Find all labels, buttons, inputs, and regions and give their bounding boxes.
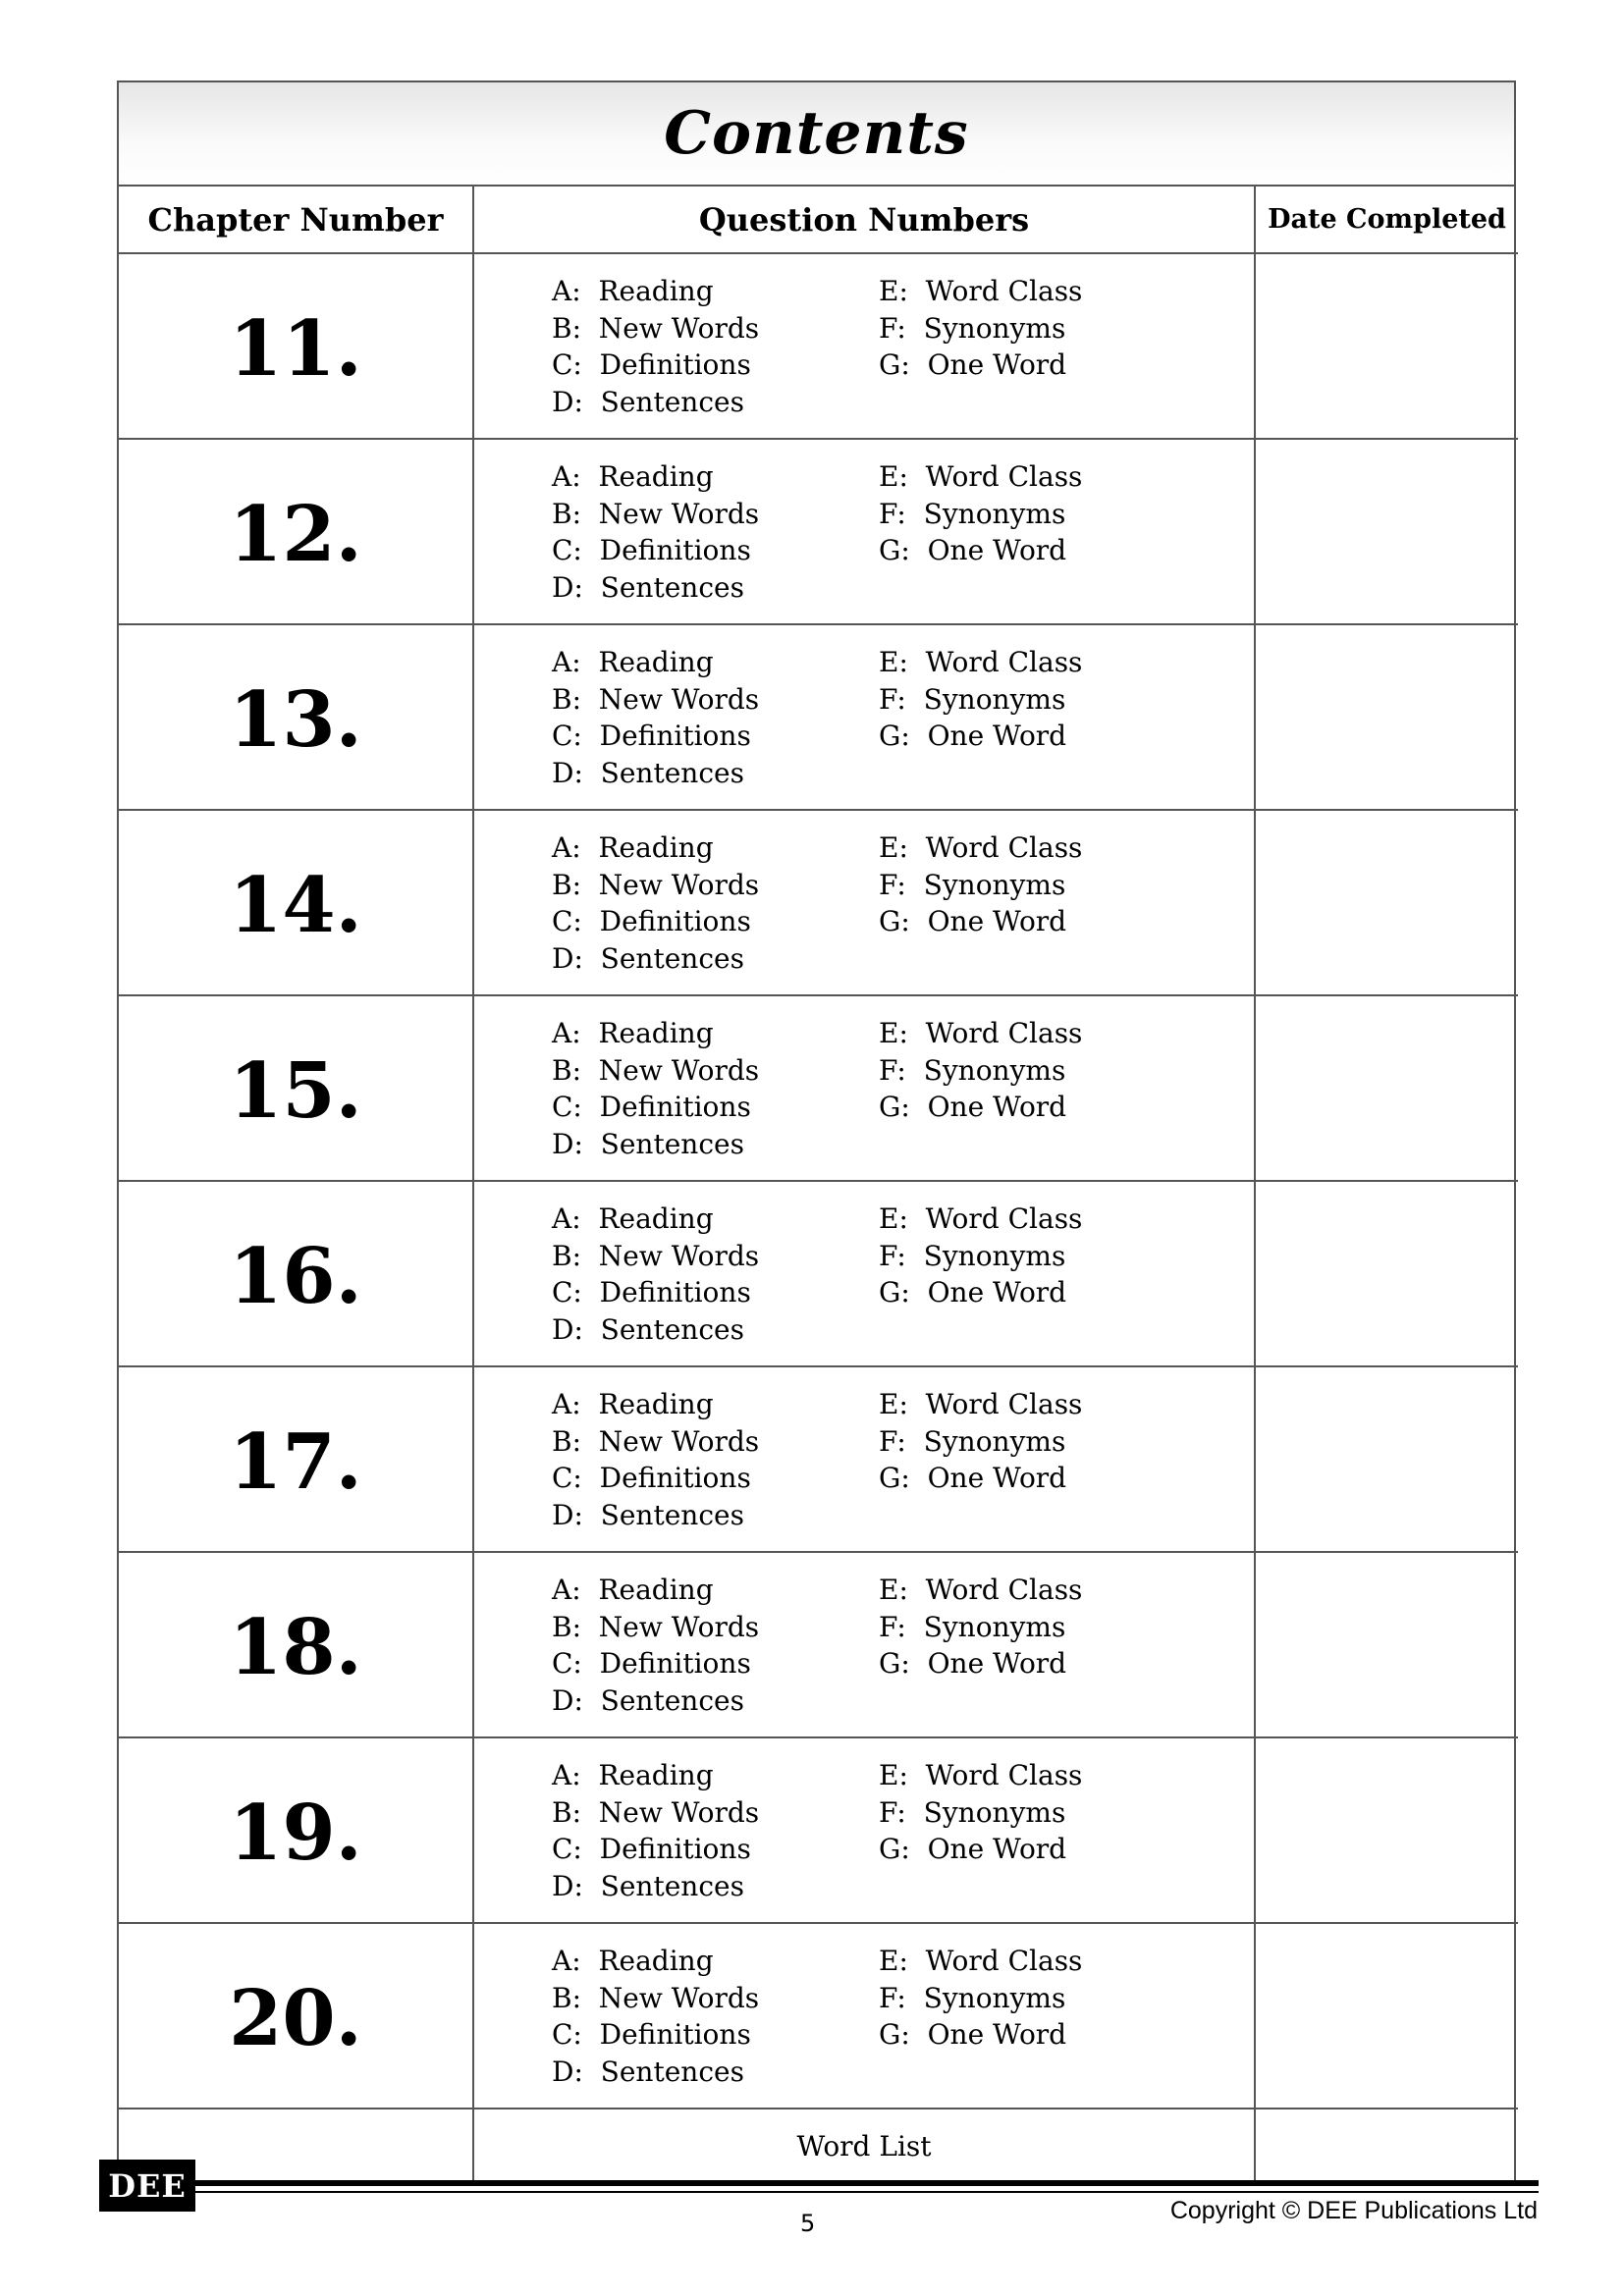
question-item: B: New Words <box>552 497 760 530</box>
chapter-number: 14. <box>119 810 473 995</box>
date-completed-cell[interactable] <box>1255 1737 1518 1923</box>
question-item: E: Word Class <box>879 1202 1083 1235</box>
question-column-left <box>552 1015 759 1162</box>
question-column-left <box>552 1757 759 1904</box>
question-item: D: Sentences <box>552 2055 744 2088</box>
question-item: F: Synonyms <box>879 1053 1066 1087</box>
question-column-right <box>879 458 1082 569</box>
question-item: G: One Word <box>879 905 1067 937</box>
footer-rule-thin <box>195 2191 1539 2193</box>
chapter-number: 16. <box>119 1181 473 1366</box>
question-item: E: Word Class <box>879 1388 1083 1420</box>
question-numbers-header: Question Numbers <box>473 187 1255 253</box>
date-completed-cell[interactable] <box>1255 1552 1518 1737</box>
chapter-row <box>119 1181 1518 1366</box>
question-column-left <box>552 644 759 791</box>
chapter-row <box>119 1737 1518 1923</box>
chapter-number-header: Chapter Number <box>119 187 473 253</box>
question-item: D: Sentences <box>552 756 744 789</box>
question-column-left <box>552 1201 759 1348</box>
date-completed-header: Date Completed <box>1255 187 1518 253</box>
question-column-right <box>879 1572 1082 1682</box>
question-item: C: Definitions <box>552 1276 751 1308</box>
question-item: E: Word Class <box>879 646 1083 678</box>
question-item: D: Sentences <box>552 941 744 975</box>
question-item: C: Definitions <box>552 1462 751 1494</box>
question-list-cell <box>473 439 1255 624</box>
question-item: D: Sentences <box>552 1127 744 1160</box>
question-list-cell <box>473 1366 1255 1552</box>
chapter-number: 17. <box>119 1366 473 1552</box>
question-item: A: Reading <box>552 1388 714 1420</box>
question-item: B: New Words <box>552 868 760 901</box>
question-item: A: Reading <box>552 275 714 307</box>
question-item: D: Sentences <box>552 1498 744 1531</box>
question-item: G: One Word <box>879 1647 1067 1680</box>
question-item: C: Definitions <box>552 1647 751 1680</box>
question-item: F: Synonyms <box>879 1239 1066 1272</box>
question-list-cell <box>473 810 1255 995</box>
question-item: A: Reading <box>552 1574 714 1606</box>
chapter-row <box>119 810 1518 995</box>
question-item: A: Reading <box>552 1202 714 1235</box>
question-item: B: New Words <box>552 682 760 716</box>
question-item: A: Reading <box>552 1759 714 1791</box>
question-item: B: New Words <box>552 1981 760 2014</box>
date-completed-cell[interactable] <box>1255 1366 1518 1552</box>
question-column-right <box>879 644 1082 755</box>
question-item: E: Word Class <box>879 1017 1083 1049</box>
question-column-left <box>552 1943 759 2090</box>
word-list-label: Word List <box>473 2109 1255 2183</box>
question-column-left <box>552 458 759 606</box>
chapter-row <box>119 253 1518 439</box>
question-item: D: Sentences <box>552 1869 744 1902</box>
page-title: Contents <box>664 99 969 168</box>
question-list-cell <box>473 1923 1255 2109</box>
question-column-right <box>879 1943 1082 2054</box>
question-column-right <box>879 1015 1082 1126</box>
question-item: C: Definitions <box>552 534 751 566</box>
question-item: C: Definitions <box>552 1833 751 1865</box>
date-completed-cell[interactable] <box>1255 995 1518 1181</box>
question-list-cell <box>473 1737 1255 1923</box>
question-item: B: New Words <box>552 1424 760 1458</box>
header-row <box>119 187 1518 253</box>
question-column-right <box>879 1757 1082 1868</box>
chapter-row <box>119 439 1518 624</box>
question-item: G: One Word <box>879 534 1067 566</box>
date-completed-cell[interactable] <box>1255 810 1518 995</box>
dee-logo: DEE <box>99 2160 195 2212</box>
date-completed-cell[interactable] <box>1255 1181 1518 1366</box>
date-completed-cell[interactable] <box>1255 624 1518 810</box>
question-item: A: Reading <box>552 460 714 493</box>
question-item: E: Word Class <box>879 460 1083 493</box>
question-item: G: One Word <box>879 2018 1067 2051</box>
question-item: G: One Word <box>879 348 1067 381</box>
contents-table <box>119 187 1518 2183</box>
question-list-cell <box>473 995 1255 1181</box>
date-completed-cell[interactable] <box>1255 253 1518 439</box>
question-item: C: Definitions <box>552 2018 751 2051</box>
page-number: 5 <box>800 2210 816 2237</box>
question-item: B: New Words <box>552 1239 760 1272</box>
question-item: D: Sentences <box>552 1683 744 1717</box>
question-item: D: Sentences <box>552 385 744 418</box>
question-item: C: Definitions <box>552 905 751 937</box>
question-item: D: Sentences <box>552 1312 744 1346</box>
question-item: A: Reading <box>552 646 714 678</box>
chapter-row <box>119 1366 1518 1552</box>
question-item: E: Word Class <box>879 831 1083 864</box>
question-item: B: New Words <box>552 1610 760 1643</box>
question-column-left <box>552 1386 759 1533</box>
question-list-cell <box>473 1181 1255 1366</box>
question-item: A: Reading <box>552 1017 714 1049</box>
word-list-date-cell[interactable] <box>1255 2109 1518 2183</box>
question-item: G: One Word <box>879 1091 1067 1123</box>
question-column-left <box>552 273 759 420</box>
chapter-number: 18. <box>119 1552 473 1737</box>
question-item: F: Synonyms <box>879 1981 1066 2014</box>
chapter-number: 12. <box>119 439 473 624</box>
question-item: A: Reading <box>552 831 714 864</box>
question-item: B: New Words <box>552 1053 760 1087</box>
chapter-row <box>119 1923 1518 2109</box>
question-column-right <box>879 829 1082 940</box>
question-list-cell <box>473 253 1255 439</box>
question-item: F: Synonyms <box>879 1610 1066 1643</box>
question-item: G: One Word <box>879 1462 1067 1494</box>
chapter-number: 19. <box>119 1737 473 1923</box>
question-item: E: Word Class <box>879 1945 1083 1977</box>
chapter-number: 20. <box>119 1923 473 2109</box>
question-item: F: Synonyms <box>879 311 1066 345</box>
question-item: F: Synonyms <box>879 682 1066 716</box>
question-item: F: Synonyms <box>879 497 1066 530</box>
question-column-right <box>879 1201 1082 1311</box>
contents-table-frame <box>117 80 1516 2185</box>
chapter-number: 13. <box>119 624 473 810</box>
question-item: G: One Word <box>879 1276 1067 1308</box>
chapter-row <box>119 1552 1518 1737</box>
question-item: G: One Word <box>879 720 1067 752</box>
question-column-left <box>552 829 759 977</box>
chapter-row <box>119 995 1518 1181</box>
chapter-rows <box>119 253 1518 2183</box>
title-bar <box>119 82 1514 187</box>
question-item: E: Word Class <box>879 1759 1083 1791</box>
question-item: F: Synonyms <box>879 1795 1066 1829</box>
question-item: A: Reading <box>552 1945 714 1977</box>
question-item: F: Synonyms <box>879 868 1066 901</box>
chapter-number: 11. <box>119 253 473 439</box>
question-item: E: Word Class <box>879 1574 1083 1606</box>
question-column-left <box>552 1572 759 1719</box>
question-item: C: Definitions <box>552 720 751 752</box>
question-list-cell <box>473 624 1255 810</box>
question-item: B: New Words <box>552 1795 760 1829</box>
question-item: F: Synonyms <box>879 1424 1066 1458</box>
question-item: C: Definitions <box>552 348 751 381</box>
word-list-row <box>119 2109 1518 2183</box>
question-list-cell <box>473 1552 1255 1737</box>
question-item: C: Definitions <box>552 1091 751 1123</box>
footer-rule <box>195 2180 1539 2186</box>
date-completed-cell[interactable] <box>1255 1923 1518 2109</box>
chapter-number: 15. <box>119 995 473 1181</box>
question-item: E: Word Class <box>879 275 1083 307</box>
chapter-row <box>119 624 1518 810</box>
copyright-notice: Copyright © DEE Publications Ltd <box>1169 2197 1538 2224</box>
question-column-right <box>879 1386 1082 1497</box>
date-completed-cell[interactable] <box>1255 439 1518 624</box>
question-item: G: One Word <box>879 1833 1067 1865</box>
question-column-right <box>879 273 1082 384</box>
question-item: B: New Words <box>552 311 760 345</box>
question-item: D: Sentences <box>552 570 744 604</box>
